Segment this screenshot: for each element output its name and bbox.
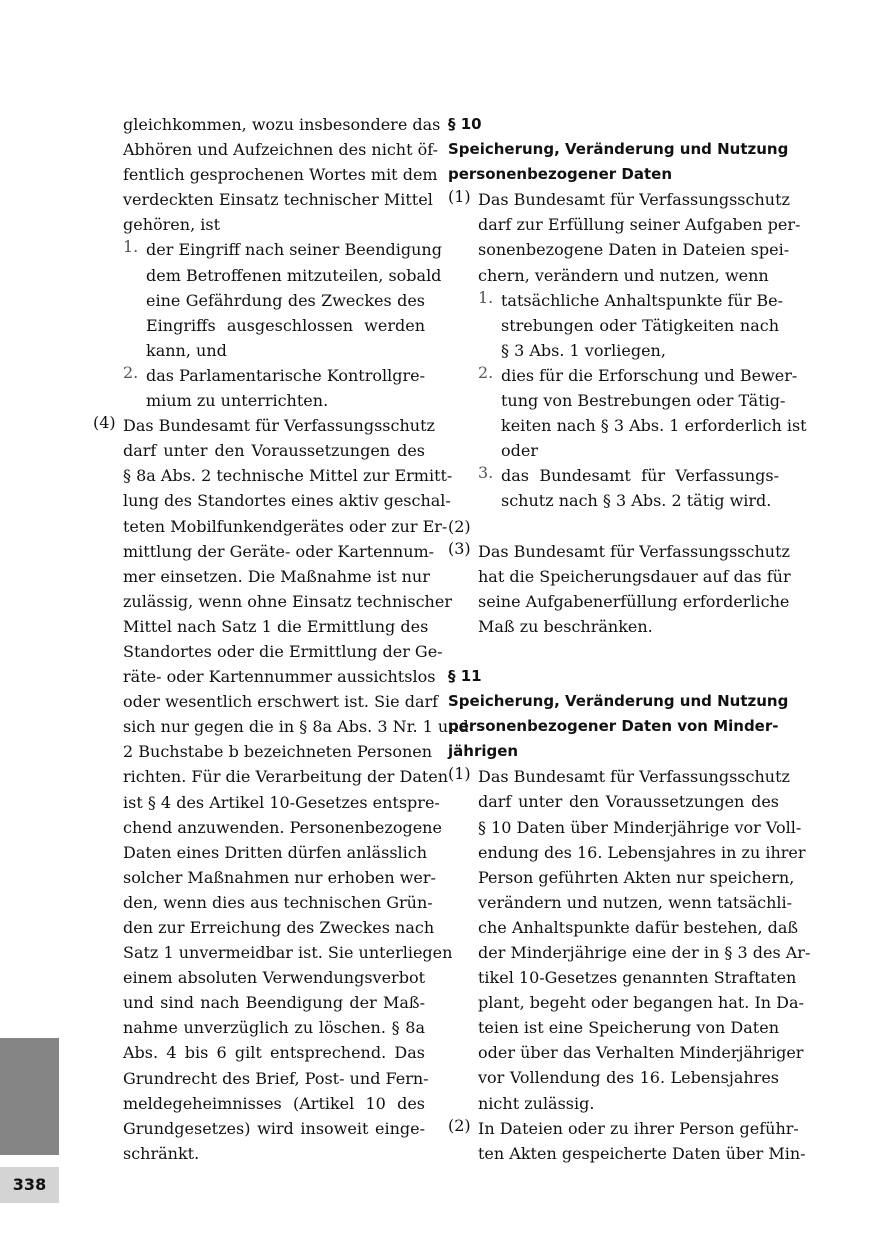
text-line-content: teien ist eine Speicherung von Daten xyxy=(478,1018,779,1038)
text-line-content: verändern und nutzen, wenn tatsächli- xyxy=(478,892,793,912)
text-line xyxy=(93,990,425,1015)
text-line-content: der Minderjährige eine der in § 3 des Ar- xyxy=(478,943,811,962)
text-line-content: der Eingriff nach seiner Beendigung xyxy=(146,240,442,260)
text-line-content: solcher Maßnahmen nur erhoben wer- xyxy=(123,867,436,887)
text-line-content: Das Bundesamt für Verfassungsschutz xyxy=(478,190,790,210)
text-line-content: gleichkommen, wozu insbesondere das xyxy=(123,115,441,134)
text-line xyxy=(448,1141,806,1166)
text-line xyxy=(448,1015,779,1040)
text-line xyxy=(448,940,811,965)
text-line xyxy=(93,137,439,162)
text-line-content: plant, begeht oder begangen hat. In Da- xyxy=(478,993,804,1013)
text-line-content: Maß zu beschränken. xyxy=(478,616,653,636)
text-line xyxy=(93,639,443,664)
text-line-content: richten. Für die Verarbeitung der Daten xyxy=(123,767,449,787)
text-line xyxy=(448,564,791,589)
text-line xyxy=(448,338,779,363)
paragraph-number: (2) xyxy=(448,516,471,536)
text-line xyxy=(93,840,428,865)
text-line-content: vor Vollendung des 16. Lebensjahres xyxy=(478,1068,779,1088)
text-line xyxy=(93,363,425,388)
text-line xyxy=(93,614,429,639)
text-line-content: darf unter den Voraussetzungen des xyxy=(478,792,779,812)
text-line xyxy=(93,313,425,338)
text-line-content: sich nur gegen die in § 8a Abs. 3 Nr. 1 und xyxy=(123,717,469,737)
text-line-content: teten Mobilfunkendgerätes oder zur Er- xyxy=(123,516,448,536)
text-line xyxy=(93,112,441,137)
text-line-content: Person geführten Akten nur speichern, xyxy=(478,867,795,887)
text-line xyxy=(93,664,436,689)
text-line xyxy=(93,589,452,614)
text-line xyxy=(93,790,440,815)
text-line-content: das Bundesamt für Verfassungs- xyxy=(501,466,779,486)
text-line-content: tatsächliche Anhaltspunkte für Be- xyxy=(501,290,784,310)
text-line-content: che Anhaltspunkte dafür bestehen, daß xyxy=(478,917,799,937)
text-line-content: nicht zulässig. xyxy=(478,1093,595,1113)
text-line-content: ten Akten gespeicherte Daten über Min- xyxy=(478,1143,806,1163)
text-line-content: mer einsetzen. Die Maßnahme ist nur xyxy=(123,566,430,586)
text-line-content: dies für die Erforschung und Bewer- xyxy=(501,365,798,385)
text-line xyxy=(93,388,425,413)
paragraph-number: 1. xyxy=(123,237,139,257)
text-line xyxy=(448,865,795,890)
text-line-content: räte- oder Kartennummer aussichtslos xyxy=(123,667,436,687)
text-line-content: schutz nach § 3 Abs. 2 tätig wird. xyxy=(501,491,772,511)
text-line-content: fentlich gesprochenen Wortes mit dem xyxy=(123,165,438,185)
text-line xyxy=(448,915,799,940)
text-line-content: Daten eines Dritten dürfen anlässlich xyxy=(123,842,428,862)
text-line-content: lung des Standortes eines aktiv geschal- xyxy=(123,491,451,511)
text-line xyxy=(93,890,433,915)
section-title: Speicherung, Veränderung und Nutzung xyxy=(448,140,789,159)
text-line-content: gehören, ist xyxy=(123,215,220,235)
text-line-content: tikel 10-Gesetzes genannten Straftaten xyxy=(478,968,797,988)
text-line xyxy=(448,614,779,639)
text-line xyxy=(448,388,786,413)
text-line-content: Abhören und Aufzeichnen des nicht öf- xyxy=(123,140,439,160)
text-line xyxy=(448,1115,799,1141)
text-line xyxy=(93,1116,425,1141)
text-line xyxy=(93,940,453,965)
text-line-content: den, wenn dies aus technischen Grün- xyxy=(123,892,433,912)
text-line-content: oder xyxy=(501,441,538,461)
text-line xyxy=(93,815,442,840)
text-line xyxy=(448,1091,779,1116)
text-line xyxy=(93,539,435,564)
text-line xyxy=(93,338,425,363)
text-line xyxy=(448,764,790,789)
text-line-content: meldegeheimnisses (Artikel 10 des xyxy=(123,1093,425,1113)
text-line xyxy=(448,990,804,1015)
text-line-content: das Parlamentarische Kontrollgre- xyxy=(146,365,425,385)
text-line xyxy=(448,313,779,338)
text-line-content: nahme unverzüglich zu löschen. § 8a xyxy=(123,1018,425,1038)
text-line xyxy=(93,1066,429,1091)
text-line-content: 2 Buchstabe b bezeichneten Personen xyxy=(123,742,433,762)
text-line xyxy=(93,739,433,764)
text-line-content: endung des 16. Lebensjahres in zu ihrer xyxy=(478,842,806,862)
section-number: § 11 xyxy=(448,666,482,685)
text-line-content: darf unter den Voraussetzungen des xyxy=(123,441,425,461)
text-line-content: hat die Speicherungsdauer auf das für xyxy=(478,566,791,586)
text-line-content: einem absoluten Verwendungsverbot xyxy=(123,968,425,988)
text-line xyxy=(93,764,449,789)
paragraph-number: 2. xyxy=(478,362,494,382)
text-line-content: zulässig, wenn ohne Einsatz technischer xyxy=(123,591,452,611)
text-line xyxy=(93,237,442,262)
text-line xyxy=(93,1015,425,1040)
text-line xyxy=(93,413,435,438)
text-line xyxy=(448,789,779,814)
text-line-content: keiten nach § 3 Abs. 1 erforderlich ist xyxy=(501,416,807,436)
text-line-content: In Dateien oder zu ihrer Person geführ- xyxy=(478,1118,799,1138)
text-line xyxy=(93,1141,425,1166)
section-title: personenbezogener Daten xyxy=(448,165,672,184)
text-line-content: Eingriffs ausgeschlossen werden xyxy=(146,315,425,335)
text-line-content: Das Bundesamt für Verfassungsschutz xyxy=(478,767,790,787)
text-line-content: eine Gefährdung des Zweckes des xyxy=(146,290,425,310)
text-line-content: Grundgesetzes) wird insoweit einge- xyxy=(123,1118,425,1138)
text-line-content: Das Bundesamt für Verfassungsschutz xyxy=(478,541,790,561)
text-line xyxy=(93,1091,425,1116)
text-line xyxy=(93,488,451,513)
text-line xyxy=(93,965,425,990)
text-line-content: Standortes oder die Ermittlung der Ge- xyxy=(123,641,443,661)
section-title: jährigen xyxy=(448,742,519,761)
text-line xyxy=(93,714,469,739)
text-line xyxy=(448,488,779,513)
paragraph-number: 2. xyxy=(123,362,139,382)
text-line xyxy=(448,413,807,438)
section-gap xyxy=(448,639,779,664)
text-line xyxy=(93,162,438,187)
text-line-content: Abs. 4 bis 6 gilt entsprechend. Das xyxy=(123,1043,425,1063)
text-line xyxy=(448,463,779,488)
section-title: personenbezogener Daten von Minder- xyxy=(448,717,779,736)
text-line xyxy=(448,212,801,237)
text-line-content: Mittel nach Satz 1 die Ermittlung des xyxy=(123,616,429,636)
text-line xyxy=(448,538,790,564)
text-line xyxy=(93,263,442,288)
paragraph-number: 1. xyxy=(478,287,494,307)
text-line-content: kann, und xyxy=(146,340,227,360)
text-line xyxy=(93,865,436,890)
text-line xyxy=(448,1040,804,1065)
text-line-content: schränkt. xyxy=(123,1143,200,1163)
text-line-content: chend anzuwenden. Personenbezogene xyxy=(123,817,442,837)
text-line xyxy=(448,890,793,915)
text-line xyxy=(448,514,779,539)
text-line xyxy=(93,1040,425,1065)
text-line-content: Grundrecht des Brief, Post- und Fern- xyxy=(123,1068,429,1088)
side-tab xyxy=(0,1038,59,1155)
paragraph-number: 3. xyxy=(478,463,494,483)
text-line xyxy=(448,362,798,388)
text-line xyxy=(93,187,433,212)
text-line-content: § 10 Daten über Minderjährige vor Voll- xyxy=(478,817,802,837)
text-line xyxy=(448,187,790,212)
text-line xyxy=(448,589,790,614)
text-line-content: seine Aufgabenerfüllung erforderliche xyxy=(478,591,790,611)
text-line-content: oder über das Verhalten Minderjähriger xyxy=(478,1043,804,1063)
text-line xyxy=(448,287,784,313)
text-line-content: Satz 1 unvermeidbar ist. Sie unterliegen xyxy=(123,943,453,963)
text-line xyxy=(448,840,806,865)
text-line-content: verdeckten Einsatz technischer Mittel xyxy=(123,190,433,210)
text-line-content: tung von Bestrebungen oder Tätig- xyxy=(501,391,786,411)
text-line-content: oder wesentlich erschwert ist. Sie darf xyxy=(123,692,439,712)
text-line-content: § 8a Abs. 2 technische Mittel zur Ermitt- xyxy=(123,466,453,486)
paragraph-number: (1) xyxy=(448,764,471,784)
paragraph-number: (4) xyxy=(93,413,116,433)
section-title: Speicherung, Veränderung und Nutzung xyxy=(448,692,789,711)
text-line-content: und sind nach Beendigung der Maß- xyxy=(123,993,425,1013)
text-line-content: den zur Erreichung des Zweckes nach xyxy=(123,918,435,937)
text-line-content: ist § 4 des Artikel 10-Gesetzes entspre- xyxy=(123,792,440,812)
text-line xyxy=(448,237,790,262)
paragraph-number: (1) xyxy=(448,187,471,207)
text-line xyxy=(448,1065,779,1090)
text-line xyxy=(448,263,779,288)
section-number: § 10 xyxy=(448,115,482,133)
text-line xyxy=(448,815,802,840)
text-line xyxy=(93,564,430,589)
right-column xyxy=(448,112,811,1166)
text-line xyxy=(93,514,448,539)
text-line xyxy=(93,212,425,237)
text-line xyxy=(93,689,439,714)
page-number: 338 xyxy=(0,1167,59,1203)
text-line-content: mium zu unterrichten. xyxy=(146,391,329,411)
paragraph-number: (3) xyxy=(448,538,471,558)
text-line xyxy=(448,965,797,990)
text-line-content: mittlung der Geräte- oder Kartennum- xyxy=(123,541,435,561)
text-line-content: darf zur Erfüllung seiner Aufgaben per- xyxy=(478,215,801,235)
text-line xyxy=(448,438,779,463)
text-line-content: strebungen oder Tätigkeiten nach xyxy=(501,315,779,335)
text-line xyxy=(93,463,453,488)
text-line-content: sonenbezogene Daten in Dateien spei- xyxy=(478,240,790,260)
text-line-content: Das Bundesamt für Verfassungsschutz xyxy=(123,416,435,436)
text-line xyxy=(93,438,425,463)
text-line-content: dem Betroffenen mitzuteilen, sobald xyxy=(146,265,442,285)
text-line xyxy=(93,288,425,313)
paragraph-number: (2) xyxy=(448,1115,471,1135)
text-line-content: § 3 Abs. 1 vorliegen, xyxy=(501,340,666,360)
text-line-content: chern, verändern und nutzen, wenn xyxy=(478,265,769,285)
text-line xyxy=(93,915,435,940)
